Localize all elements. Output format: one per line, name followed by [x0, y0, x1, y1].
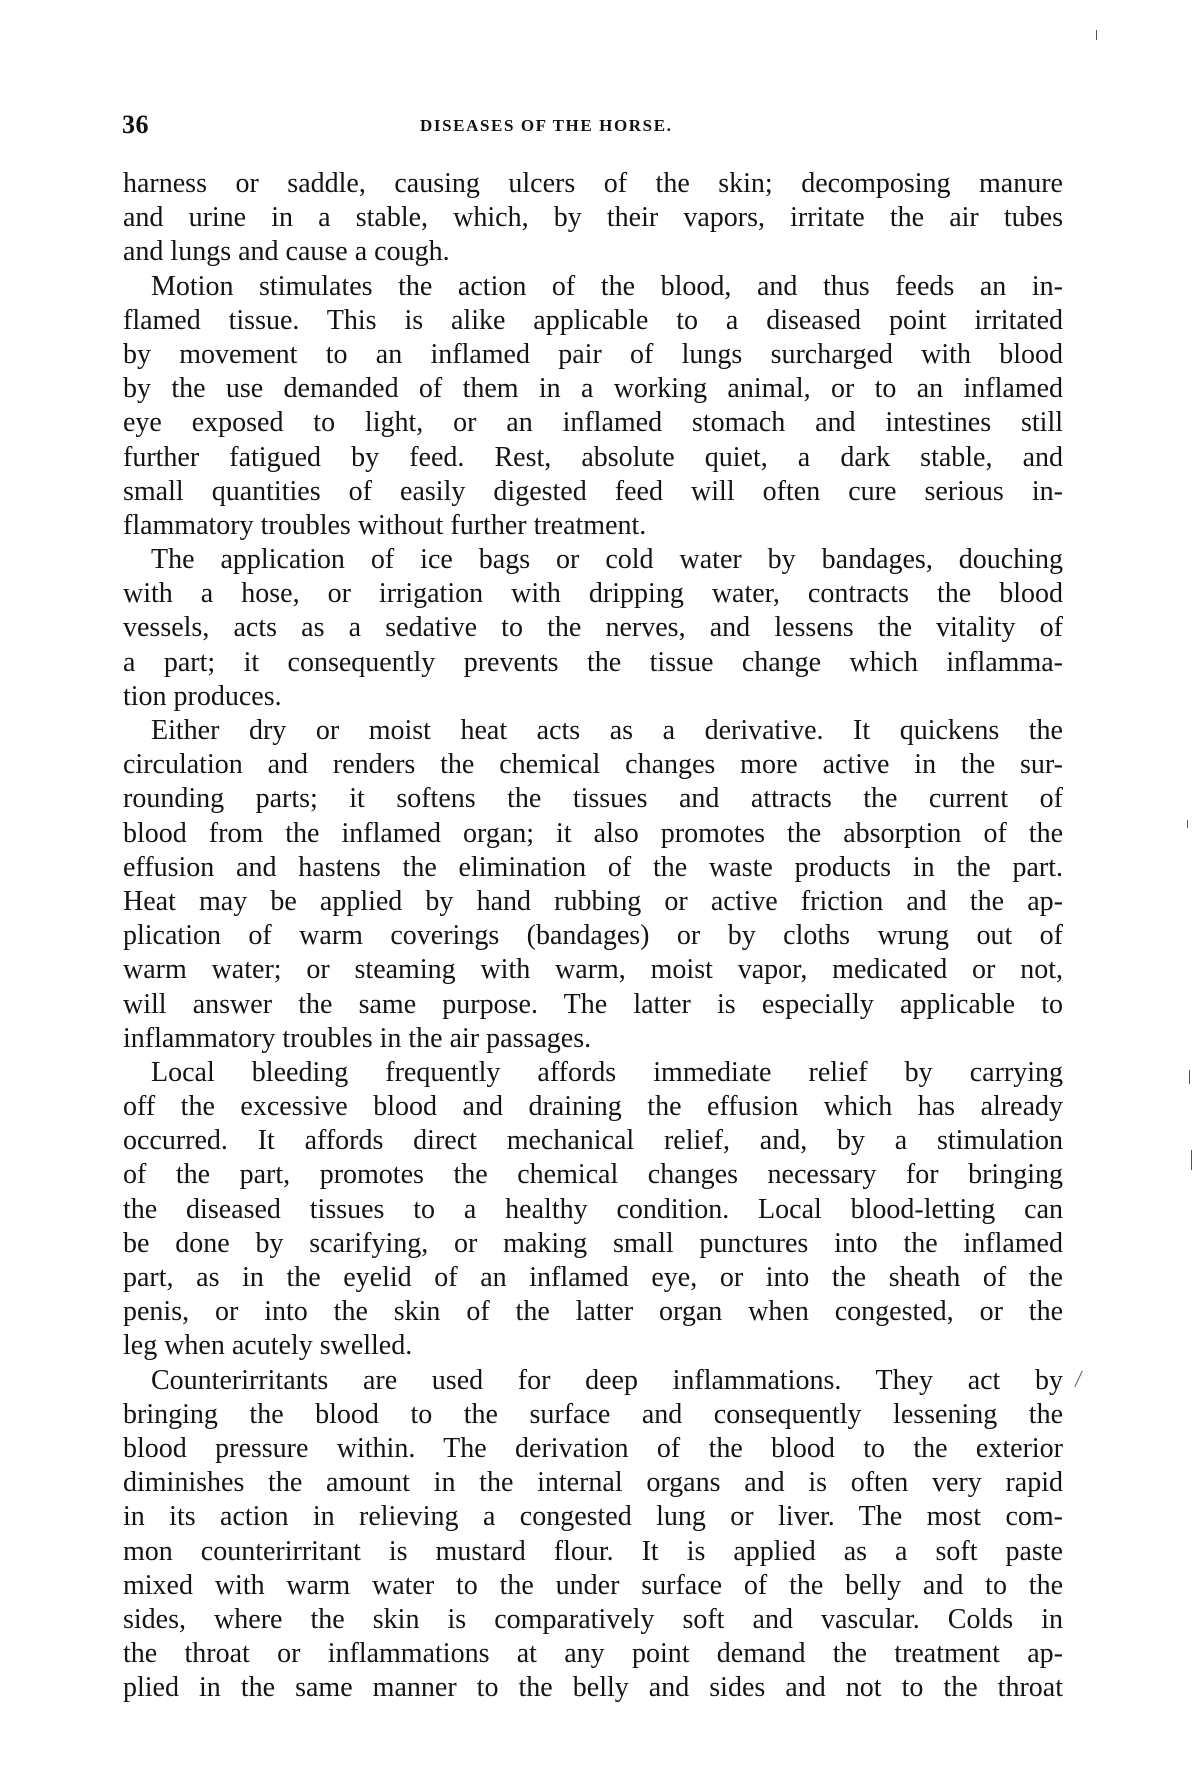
text-line: part, as in the eyelid of an inflamed eye, or into the sheath of the	[123, 1262, 1063, 1293]
text-line: and urine in a stable, which, by their vapors, irritate the air tubes	[123, 202, 1063, 234]
running-head	[122, 108, 1063, 142]
text-line: tion produces.	[123, 680, 282, 712]
text-line: off the excessive blood and draining the effusion which has already	[123, 1091, 1063, 1123]
text-line: occurred. It affords direct mechanical relief, and, by a stimulation	[123, 1125, 1063, 1157]
paragraph	[123, 1364, 1063, 1706]
text-line: mixed with warm water to the under surface of the belly and to the	[123, 1569, 1063, 1601]
body-text	[123, 167, 1063, 1705]
paragraph	[123, 270, 1063, 544]
text-line: blood from the inflamed organ; it also promotes the absorption of the	[123, 817, 1063, 849]
text-line: harness or saddle, causing ulcers of the skin; decomposing manure	[123, 168, 1063, 199]
scan-speck	[1096, 30, 1097, 40]
scan-speck	[1191, 1150, 1192, 1170]
paragraph	[123, 1056, 1063, 1364]
text-line: Local bleeding frequently affords immediate relief by carrying	[151, 1056, 1063, 1088]
text-line: Either dry or moist heat acts as a derivative. It quickens the	[151, 715, 1063, 746]
text-line: flammatory troubles without further treatment.	[123, 509, 647, 541]
text-line: Motion stimulates the action of the blood, and thus feeds an in-	[151, 270, 1063, 302]
text-line: inflammatory troubles in the air passages.	[123, 1022, 592, 1054]
text-line: a part; it consequently prevents the tissue change which inflamma-	[123, 646, 1063, 678]
scan-speck	[1189, 1070, 1190, 1084]
text-line: of the part, promotes the chemical changes necessary for bringing	[123, 1159, 1063, 1191]
text-line: leg when acutely swelled.	[123, 1330, 413, 1362]
text-line: circulation and renders the chemical changes more active in the sur-	[123, 749, 1063, 781]
scan-speck	[1187, 820, 1188, 828]
text-line: bringing the blood to the surface and consequently lessening the	[123, 1398, 1063, 1430]
paragraph	[123, 167, 1063, 270]
text-line: the diseased tissues to a healthy condition. Local blood-letting can	[123, 1193, 1063, 1225]
text-line: Counterirritants are used for deep inflammations. They act by	[151, 1364, 1063, 1396]
paragraph	[123, 714, 1063, 1056]
text-line: by movement to an inflamed pair of lungs surcharged with blood	[123, 338, 1063, 370]
text-line: eye exposed to light, or an inflamed stomach and intestines still	[123, 407, 1063, 439]
text-line: diminishes the amount in the internal organs and is often very rapid	[123, 1467, 1063, 1499]
text-line: plication of warm coverings (bandages) or by cloths wrung out of	[123, 920, 1063, 952]
text-line: blood pressure within. The derivation of the blood to the exterior	[123, 1432, 1063, 1464]
text-line: plied in the same manner to the belly and sides and not to the throat	[123, 1672, 1063, 1704]
text-line: with a hose, or irrigation with dripping water, contracts the blood	[123, 578, 1063, 610]
text-line: Heat may be applied by hand rubbing or active friction and the ap-	[123, 885, 1063, 917]
text-line: penis, or into the skin of the latter organ when congested, or the	[123, 1296, 1063, 1328]
text-line: warm water; or steaming with warm, moist vapor, medicated or not,	[123, 954, 1063, 986]
text-line: The application of ice bags or cold water by bandages, douching	[151, 544, 1063, 576]
text-line: small quantities of easily digested feed will often cure serious in-	[123, 475, 1063, 507]
text-line: be done by scarifying, or making small punctures into the inflamed	[123, 1227, 1063, 1259]
text-line: rounding parts; it softens the tissues and attracts the current of	[123, 783, 1063, 815]
text-line: the throat or inflammations at any point demand the treatment ap-	[123, 1638, 1063, 1670]
text-line: will answer the same purpose. The latter is especially applicable to	[123, 988, 1063, 1020]
text-line: effusion and hastens the elimination of the waste products in the part.	[123, 851, 1063, 883]
text-line: and lungs and cause a cough.	[123, 236, 450, 268]
text-line: sides, where the skin is comparatively soft and vascular. Colds in	[123, 1603, 1063, 1635]
scan-speck	[1074, 1371, 1083, 1388]
text-line: in its action in relieving a congested lung or liver. The most com-	[123, 1501, 1063, 1533]
running-title: DISEASES OF THE HORSE.	[420, 116, 673, 135]
text-line: flamed tissue. This is alike applicable to a diseased point irritated	[123, 304, 1063, 336]
text-line: vessels, acts as a sedative to the nerves, and lessens the vitality of	[123, 612, 1063, 644]
text-line: by the use demanded of them in a working animal, or to an inflamed	[123, 373, 1063, 405]
text-line: further fatigued by feed. Rest, absolute quiet, a dark stable, and	[123, 441, 1063, 473]
text-line: mon counterirritant is mustard flour. It is applied as a soft paste	[123, 1535, 1063, 1567]
page-number: 36	[122, 110, 149, 139]
paragraph	[123, 543, 1063, 714]
